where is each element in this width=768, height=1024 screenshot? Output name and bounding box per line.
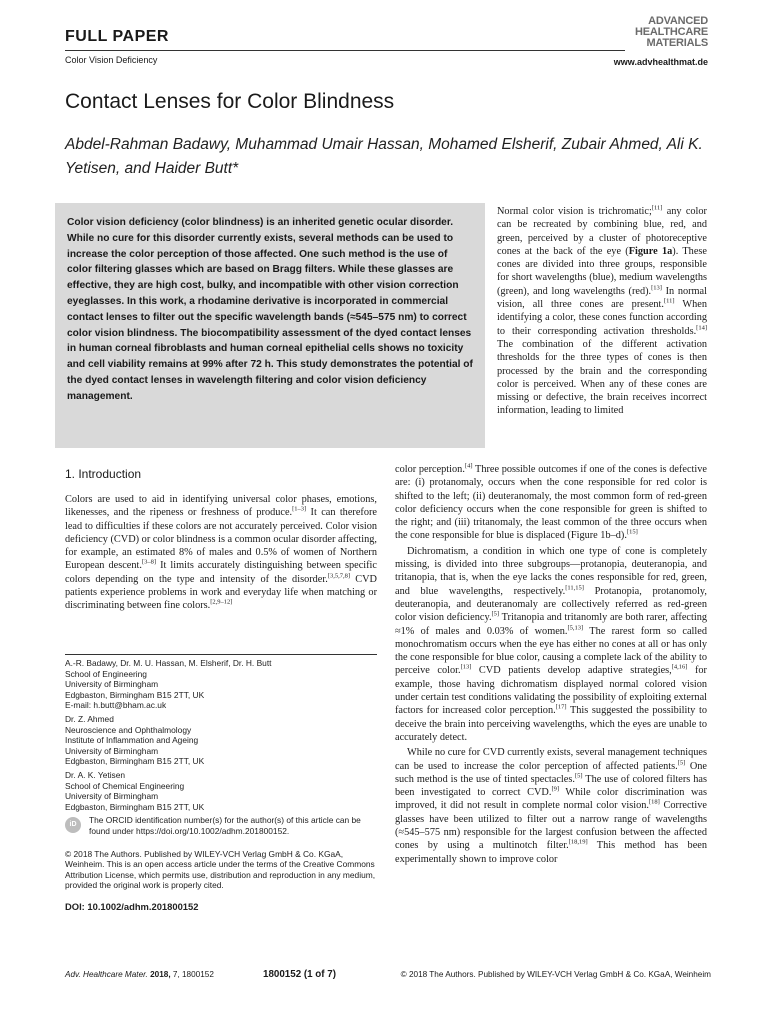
abstract-text: Color vision deficiency (color blindness) is an inherited genetic ocular disorder. While no cure for this disorder currently exists, several methods can be used to increase the color perception of those affected. One such method is the use of color filtering glasses which are based on Bragg filters. While these glasses are effective, they are high cost, bulky, and incompatible with other vision correction eyeglasses. In this work, a rhodamine derivative is incorporated in commercial contact lenses to filter out the specific wavelength bands (≈545–575 nm) to correct color vision blindness. The biocompatibility assessment of the dyed contact lenses in human corneal fibroblasts and human corneal epithelial cells shows no toxicity and cell viability remains at 99% after 72 h. This study demonstrates the potential of the dyed contact lenses in wavelength filtering and color vision deficiency management. bbox=[67, 217, 473, 402]
orcid-text: The ORCID identification number(s) for the author(s) of this article can be found under https://doi.org/10.1002/adhm.201800152. bbox=[89, 815, 361, 836]
article-type: FULL PAPER bbox=[65, 28, 169, 45]
footer-copyright: © 2018 The Authors. Published by WILEY-VCH Verlag GmbH & Co. KGaA, Weinheim bbox=[400, 970, 711, 979]
paragraph: Dichromatism, a condition in which one type of cone is completely missing, is divided into three subgroups—protanopia, deuteranopia, and tritanopia, that is, when the eye lacks the cones responsible for red, green, and blue wavelengths, respectively.[11,15] Protanopia, protanomoly, deuteranopia, and deuteranomaly are collectively referred as red-green color vision deficiency.[5] Tritanopia and tritanomly are both rarer, affecting ≈1% of males and 0.03% of women.[5,13] The rarest form so called monochromatism occurs when the eye has either no cones at all or has only the cone responsible for blue color, causing a complete lack of the ability to perceive color.[13] CVD patients develop adaptive strategies,[4,16] for example, those having dichromatism displayed normal colored vision under certain test conditions validating the possibility of exploiting external factors for increased color perception.[17] This suggested the possibility to deceive the brain into perceiving wavelengths, which the eyes are unable to accurately detect. bbox=[395, 545, 707, 743]
figure-ref[interactable]: Figure 1a bbox=[628, 245, 673, 257]
license-text: © 2018 The Authors. Published by WILEY-VCH Verlag GmbH & Co. KGaA, Weinheim. This is an open access article under the terms of the Creative Commons Attribution License, which permits use, distribution and reproduction in any medium, provided the original work is properly cited. bbox=[65, 848, 376, 891]
page-number: 1800152 (1 of 7) bbox=[263, 969, 336, 980]
abstract-box bbox=[55, 203, 485, 448]
affiliation-3: Dr. A. K. Yetisen School of Chemical Engineering University of Birmingham Edgbaston, Birmingham B15 2TT, UK bbox=[65, 769, 205, 812]
running-header bbox=[65, 28, 169, 65]
journal-url[interactable]: www.advhealthmat.de bbox=[613, 57, 708, 67]
intro-paragraph: Colors are used to aid in identifying universal color phases, emotions, likenesses, and the ripeness or freshness of produce.[1–3] It can therefore lead to difficulties if these colors are not accurately perceived. Color vision deficiency (CVD) or color blindness is a common ocular disorder affecting, for example, an estimated 8% of males and 0.5% of women of Northern European descent.[3–8] It limits accurately distinguishing between specific colors depending on the type and intensity of the disorder.[3,5,7,8] CVD patients experience problems in work and everyday life when matching or discriminating between fine colors.[2,9–12] bbox=[65, 494, 377, 612]
affiliation-divider bbox=[65, 654, 377, 655]
citation: Adv. Healthcare Mater. 2018, 7, 1800152 bbox=[65, 970, 214, 979]
author-email[interactable]: E-mail: h.butt@bham.ac.uk bbox=[65, 700, 167, 711]
page-title: Contact Lenses for Color Blindness bbox=[65, 90, 395, 113]
author-list: Abdel-Rahman Badawy, Muhammad Umair Hassan, Mohamed Elsherif, Zubair Ahmed, Ali K. Yetisen, and Haider Butt* bbox=[65, 136, 703, 177]
affiliation-1: A.-R. Badawy, Dr. M. U. Hassan, M. Elsherif, Dr. H. Butt School of Engineering University of Birmingham Edgbaston, Birmingham B15 2TT, UK E-mail: h.butt@bham.ac.uk bbox=[65, 658, 377, 711]
paragraph: While no cure for CVD currently exists, several management techniques can be used to increase the color perception of affected patients.[5] One such method is the use of tinted spectacles.[5] The use of colored filters has been investigated to correct CVD.[9] While color discrimination was improved, it did not result in complete normal color vision.[18] Corrective glasses have been utilized to filter out a narrow range of wavelengths (≈545–575 nm) responsible for the largest confusion between the affected cones by using a multinotch filter.[18,19] This method has been experimentally shown to improve color bbox=[395, 747, 707, 865]
header-divider bbox=[65, 50, 625, 51]
paragraph: color perception.[4] Three possible outcomes if one of the cones is defective are: (i) protanomaly, occurs when the cone responsible for red color is shifted to the left; (ii) deuteranomaly, the most common form of red-green color deficiency occurs when the cone responsible for green is shifted to the right; and (iii) tritanomaly, the least common of the three occurs when the cone responsible for blue is displaced (Figure 1b–d).[15] bbox=[395, 462, 707, 542]
section-label: Color Vision Deficiency bbox=[65, 55, 158, 65]
doi-link[interactable]: DOI: 10.1002/adhm.201800152 bbox=[65, 900, 199, 912]
intro-paragraphs-col2 bbox=[395, 463, 707, 866]
section-heading-introduction: 1. Introduction bbox=[65, 467, 142, 481]
affiliations bbox=[65, 658, 377, 912]
intro-paragraph-col2-top: Normal color vision is trichromatic;[11] any color can be recreated by combining blue, red, and green, perceived by a cluster of photoreceptive cones at the back of the eye (Figure 1a). These cones are divided into three groups, responsible for short wavelengths (blue), medium wavelengths (green), and long wavelengths (red).[13] In normal vision, all three cones are present.[11] When identifying a color, these cones function according to their corresponding activation thresholds.[14] The combination of the different activation thresholds for the three types of cones is then processed by the brain and the corresponding color is perceived. When any of these cones are missing or defective, the brain receives incorrect information, leading to limited bbox=[497, 204, 708, 417]
orcid-icon[interactable]: iD bbox=[65, 817, 81, 833]
journal-logo: ADVANCED HEALTHCARE MATERIALS bbox=[635, 15, 708, 49]
orcid-note bbox=[65, 815, 377, 836]
affiliation-2: Dr. Z. Ahmed Neuroscience and Ophthalmology Institute of Inflammation and Ageing University of Birmingham Edgbaston, Birmingham B15 2TT, UK bbox=[65, 713, 205, 767]
